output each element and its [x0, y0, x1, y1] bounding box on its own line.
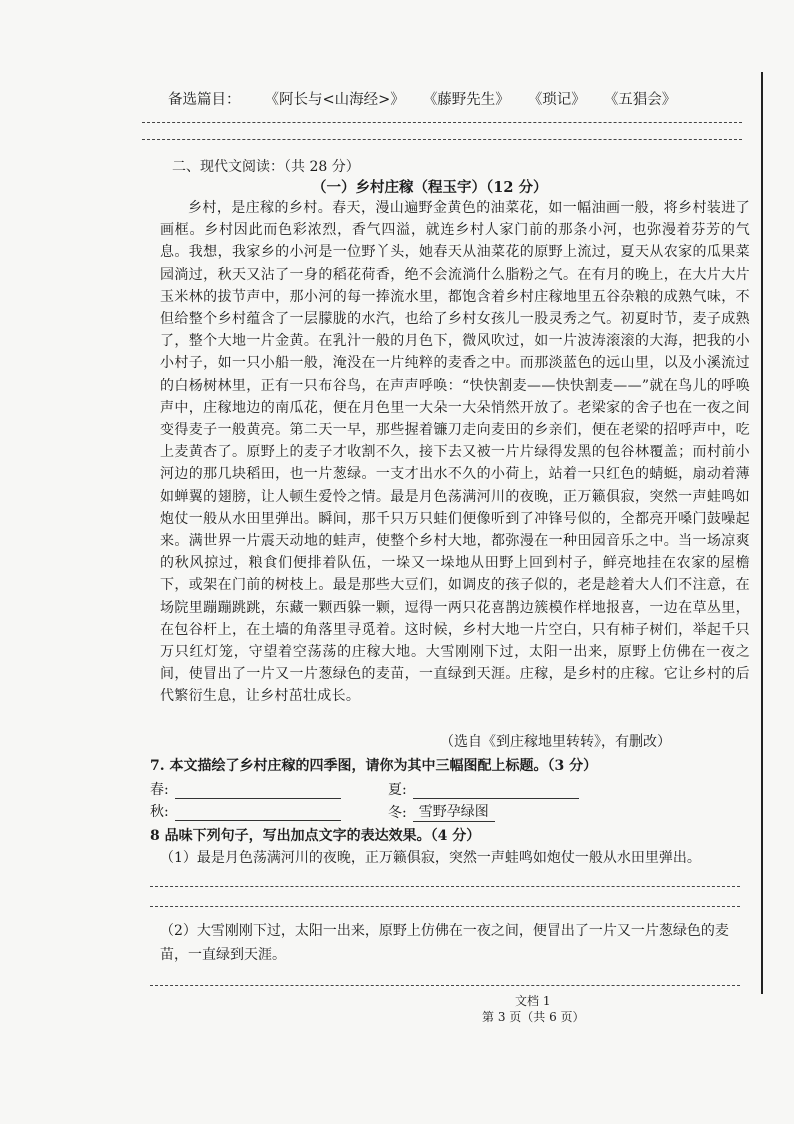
answer-line[interactable] [150, 906, 740, 907]
page-number: 第 3 页（共 6 页） [482, 1010, 585, 1024]
winter-answer: 雪野孕绿图 [413, 801, 495, 822]
season-label: 冬: [388, 805, 407, 821]
answer-blank[interactable] [175, 806, 341, 821]
answer-blank[interactable] [175, 784, 341, 799]
section-title: 二、现代文阅读：（共 28 分） [172, 159, 360, 175]
divider-line [142, 122, 742, 123]
question-8: 8 品味下列句子，写出加点文字的表达效果。（4 分） [150, 828, 481, 844]
article-paragraph: 乡村，是庄稼的乡村。春天，漫山遍野金黄色的油菜花，如一幅油画一般，将乡村装进了画框。乡村因此而色彩浓烈，香气四溢，就连乡村人家门前的那条小河，也弥漫着芬芳的气息。我想，我家乡的小河是一位野丫头，她春天从油菜花的原野上流过，夏天从农家的瓜果菜园淌过，秋天又沾了一身的稻花荷香，绝不会流淌什么脂粉之气。在有月的晚上，在大片大片玉米林的拔节声中，那小河的每一捧流水里，都饱含着乡村庄稼地里五谷杂粮的成熟气味，不但给整个乡村蕴含了一层朦胧的水汽，也给了乡村女孩儿一股灵秀之气。初夏时节，麦子成熟了，整个大地一片金黄。在乳汁一般的月色下，微风吹过，如一片波涛滚滚的大海，把我的小小村子，如一只小船一般，淹没在一片纯粹的麦香之中。而那淡蓝色的远山里，以及小溪流过的白杨树林里，正有一只布谷鸟，在声声呼唤：“快快割麦——快快割麦——”就在鸟儿的呼唤声中，庄稼地边的南瓜花，便在月色里一大朵一大朵悄然开放了。老梁家的舍子也在一夜之间变得麦子一般黄亮。第二天一早，那些握着镰刀走向麦田的乡亲们，便在老梁的招呼声中，吃上麦黄杏了。原野上的麦子才收割不久，接下去又被一片片绿得发黑的包谷林覆盖；而村前小河边的那几块稻田，也一片葱绿。一支才出水不久的小荷上，站着一只红色的蜻蜓，扇动着薄如蝉翼的翅膀，让人顿生爱怜之情。最是月色荡满河川的夜晚，正万籁俱寂，突然一声蛙鸣如炮仗一般从水田里弹出。瞬间，那千只万只蛙们便像听到了冲锋号似的，全都亮开嗓门鼓噪起来。满世界一片震天动地的蛙声，使整个乡村大地，都弥漫在一种田园音乐之中。当一场凉爽的秋风掠过，粮食们便排着队伍，一垛又一垛地从田野上回到村子，鲜亮地挂在农家的屋檐下，或架在门前的树枝上。最是那些大豆们，如调皮的孩子似的，老是趁着大人们不注意，在场院里蹦蹦跳跳，东藏一颗西躲一颗，逗得一两只花喜鹊边簇模作样地报喜，一边在草丛里，在包谷杆上，在土墙的角落里寻觅着。这时候，乡村大地一片空白，只有柿子树们，举起千只万只红灯笼，守望着空荡荡的庄稼大地。大雪刚刚下过，太阳一出来，原野上仿佛在一夜之间，使冒出了一片又一片葱绿色的麦苗，一直绿到天涯。庄稼，是乡村的庄稼。它让乡村的后代繁衍生息，让乡村茁壮成长。 [160, 200, 750, 705]
optional-texts-row [168, 88, 738, 109]
season-label: 秋: [150, 804, 169, 820]
divider-line [142, 139, 742, 140]
optional-texts-label: 备选篇目： [168, 92, 241, 108]
season-label: 春: [150, 782, 169, 798]
option-item: 《阿长与<山海经>》 [264, 92, 405, 108]
answer-row-autumn [150, 801, 341, 821]
right-border-line [761, 72, 763, 994]
answer-line[interactable] [150, 985, 740, 986]
season-label: 夏: [388, 782, 407, 798]
question-8-sub-2: （2）大雪刚刚下过，太阳一出来，原野上仿佛在一夜之间，便冒出了一片又一片葱绿色的麦苗，一直绿到天涯。 [160, 923, 729, 963]
answer-row-summer [388, 779, 579, 799]
article-body [160, 197, 750, 708]
question-8-sub-1: （1）最是月色荡满河川的夜晚，正万籁俱寂，突然一声蛙鸣如炮仗一般从水田里弹出。 [160, 850, 701, 866]
article-title: （一）乡村庄稼（程玉宇）（12 分） [312, 179, 548, 196]
option-item: 《五猖会》 [603, 92, 677, 108]
option-item: 《藤野先生》 [422, 92, 510, 108]
question-7: 7. 本文描绘了乡村庄稼的四季图，请你为其中三幅图配上标题。（3 分） [150, 758, 598, 774]
document-label: 文档 1 [515, 994, 551, 1008]
article-source: （选自《到庄稼地里转转》，有删改） [440, 734, 671, 750]
answer-row-winter [388, 801, 495, 822]
answer-line[interactable] [150, 886, 740, 887]
answer-blank[interactable] [413, 784, 579, 799]
answer-row-spring [150, 779, 341, 799]
option-item: 《琐记》 [527, 92, 586, 108]
